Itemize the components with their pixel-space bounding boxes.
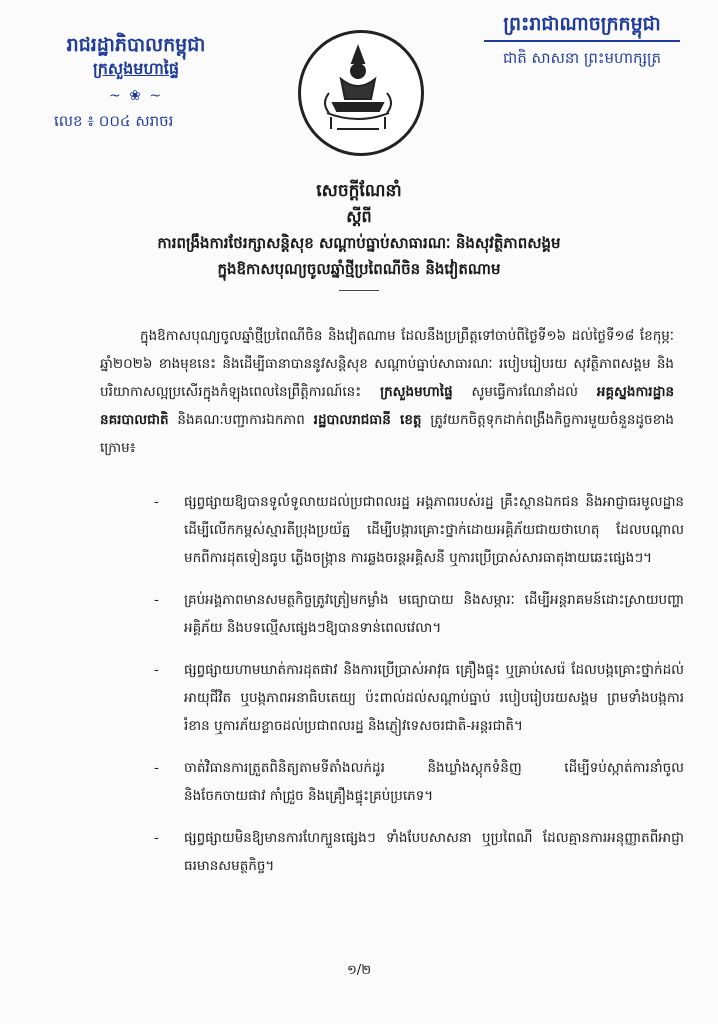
kingdom-header	[484, 10, 680, 70]
bullet-dash: -	[154, 830, 159, 846]
title-divider	[339, 290, 379, 291]
title-about: ស្តីពី	[346, 207, 372, 226]
bullet-dash: -	[154, 592, 159, 608]
national-motto: ជាតិ សាសនា ព្រះមហាក្សត្រ	[502, 49, 662, 67]
intro-province: រដ្ឋបាលរាជធានី ខេត្ត	[313, 412, 422, 428]
ministry-header	[36, 32, 236, 134]
kingdom-name: ព្រះរាជាណាចក្រកម្ពុជា	[484, 10, 680, 42]
bullet-dash: -	[154, 494, 159, 510]
reference-number: លេខ ៖ ០០៤ សរាចរ	[54, 112, 174, 130]
title-occasion: ក្នុងឱកាសបុណ្យចូលឆ្នាំថ្មីប្រពៃណីចិន និងវៀតណាម	[217, 260, 501, 278]
ministry-name: ក្រសួងមហាផ្ទៃ	[92, 59, 179, 78]
bullet-dash: -	[154, 662, 159, 678]
list-item-text: ផ្សព្វផ្សាយមិនឱ្យមានការហែក្បួនផ្សេងៗ ទាំងបែបសាសនា ឬប្រពៃណី ដែលគ្មានការអនុញ្ញាតពីអាជ្ញាធរមានសមត្ថកិច្ច។	[184, 830, 684, 874]
bullet-dash: -	[154, 760, 159, 776]
list-item-text: ផ្សព្វផ្សាយហាមឃាត់ការដុតផាវ និងការប្រើប្រាស់អាវុធ គ្រឿងផ្ទុះ ឬគ្រាប់សេរ៉េ ដែលបង្កគ្រោះថ្នាក់ដល់អាយុជីវិត ឬបង្កភាពអនាធិបតេយ្យ ប៉ះពាល់ដល់សណ្តាប់ធ្នាប់ របៀបរៀបរយសង្គម ព្រមទាំងបង្កការរំខាន ឬការភ័យខ្លាចដល់ប្រជាពលរដ្ឋ និងភ្ញៀវទេសចរជាតិ-អន្តរជាតិ។	[184, 662, 684, 734]
intro-agency: អគ្គស្នងការដ្ឋាននគរបាលជាតិ	[100, 384, 675, 428]
ornament-icon: ~ ❀ ~	[108, 88, 164, 104]
list-item	[154, 488, 684, 572]
list-item	[154, 754, 684, 810]
document-title	[60, 178, 658, 291]
list-item-text: គ្រប់អង្គភាពមានសមត្ថកិច្ចត្រូវត្រៀមកម្លាំង មធ្យោបាយ និងសម្ភារៈ ដើម្បីអន្តរាគមន៍ដោះស្រាយបញ្ហាអគ្គិភ័យ និងបទល្មើសផ្សេងៗឱ្យបានទាន់ពេលវេលា។	[184, 592, 684, 636]
instruction-list	[154, 488, 684, 880]
government-name: រាជរដ្ឋាភិបាលកម្ពុជា	[66, 34, 206, 56]
intro-text-1: ក្នុងឱកាសបុណ្យចូលឆ្នាំថ្មីប្រពៃណីចិន និងវៀតណាម ដែលនឹងប្រព្រឹត្តទៅចាប់ពីថ្ងៃទី១៦ ដល់ថ្ងៃទី១៨ ខែកុម្ភៈ ឆ្នាំ២០២៦ ខាងមុខនេះ និងដើម្បីធានាបាននូវសន្តិសុខ សណ្តាប់ធ្នាប់សាធារណៈ របៀបរៀបរយ សុវត្ថិភាពសង្គម និងបរិយាកាសល្អប្រសើរក្នុងកំឡុងពេលនៃព្រឹត្តិការណ៍នេះ	[100, 328, 674, 400]
list-item-text: ចាត់វិធានការត្រួតពិនិត្យតាមទីតាំងលក់ដូរ និងឃ្លាំងស្តុកទំនិញ ដើម្បីទប់ស្កាត់ការនាំចូល និងចែកចាយផាវ កាំជ្រួច និងគ្រឿងផ្ទុះគ្រប់ប្រភេទ។	[184, 760, 684, 804]
page-number: ១/២	[346, 963, 372, 978]
intro-ministry: ក្រសួងមហាផ្ទៃ	[380, 384, 453, 400]
list-item	[154, 586, 684, 642]
list-item	[154, 656, 684, 740]
list-item	[154, 824, 684, 880]
list-item-text: ផ្សព្វផ្សាយឱ្យបានទូលំទូលាយដល់ប្រជាពលរដ្ឋ អង្គភាពរបស់រដ្ឋ គ្រឹះស្ថានឯកជន និងអាជ្ញាធរមូលដ្ឋាន ដើម្បីលើកកម្ពស់ស្មារតីប្រុងប្រយ័ត្ន ដើម្បីបង្ការគ្រោះថ្នាក់ដោយអគ្គិភ័យជាយថាហេតុ ដែលបណ្តាលមកពីការដុតទៀនធូប ភ្លើងចង្ក្រាន ការឆ្លងចរន្តអគ្គិសនី ឬការប្រើប្រាស់សារធាតុងាយឆេះផ្សេងៗ។	[184, 494, 684, 566]
intro-text-2: សូមធ្វើការណែនាំដល់	[471, 384, 578, 400]
title-subject: ការពង្រឹងការថែរក្សាសន្តិសុខ សណ្តាប់ធ្នាប់សាធារណៈ និងសុវត្ថិភាពសង្គម	[157, 234, 561, 252]
intro-text-4: ត្រូវយកចិត្តទុកដាក់ពង្រឹងកិច្ចការមួយចំនួនដូចខាងក្រោម៖	[100, 412, 674, 456]
royal-seal-icon	[298, 30, 424, 156]
intro-paragraph	[100, 322, 674, 462]
intro-text-3: និងគណៈបញ្ជាការឯកភាព	[177, 412, 305, 428]
title-instruction: សេចក្តីណែនាំ	[316, 181, 402, 201]
